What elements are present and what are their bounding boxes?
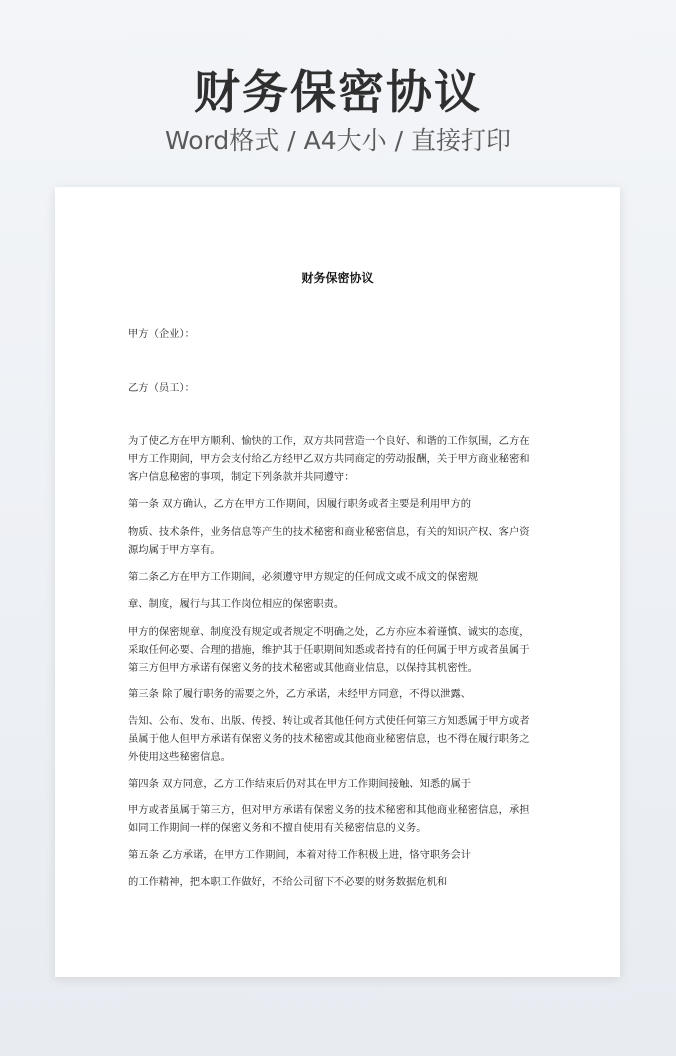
intro-paragraph [128, 432, 553, 486]
banner-title: 财务保密协议 [194, 65, 482, 119]
article-2-continuation: 章、制度，履行与其工作岗位相应的保密职责。 [128, 598, 345, 610]
article-line: 如同工作期间一样的保密义务和不擅自使用有关秘密信息的义务。 [128, 822, 427, 834]
article-5-continuation: 的工作精神，把本职工作做好，不给公司留下不必要的财务数据危机和 [128, 876, 448, 888]
article-1-body [128, 523, 553, 559]
article-line: 甲方的保密规章、制度没有规定或者规定不明确之处，乙方亦应本着谨慎、诚实的态度， [128, 626, 530, 638]
article-5-heading: 第五条 乙方承诺，在甲方工作期间，本着对待工作积极上进，恪守职务会计 [128, 849, 472, 861]
document-title: 财务保密协议 [301, 271, 374, 285]
party-a-label: 甲方（企业）： [128, 328, 195, 340]
intro-line: 客户信息秘密的事项，制定下列条款并共同遵守： [128, 471, 355, 483]
banner-subtitle: Word格式 / A4大小 / 直接打印 [165, 126, 511, 155]
article-line: 虽属于他人但甲方承诺有保密义务的技术秘密或其他商业秘密信息，也不得在履行职务之 [128, 733, 530, 745]
article-line: 外使用这些秘密信息。 [128, 751, 231, 763]
intro-line: 为了使乙方在甲方顺利、愉快的工作，双方共同营造一个良好、和谐的工作氛围，乙方在 [128, 435, 530, 447]
article-2-body [128, 623, 553, 677]
article-line: 采取任何必要、合理的措施，维护其于任职期间知悉或者持有的任何属于甲方或者虽属于 [128, 644, 530, 656]
article-1-heading: 第一条 双方确认，乙方在甲方工作期间，因履行职务或者主要是利用甲方的 [128, 498, 472, 510]
party-b-label: 乙方（员工）： [128, 382, 195, 394]
intro-line: 甲方工作期间，甲方会支付给乙方经甲乙双方共同商定的劳动报酬，关于甲方商业秘密和 [128, 453, 530, 465]
banner [0, 62, 676, 158]
article-line: 告知、公布、发布、出版、传授、转让或者其他任何方式使任何第三方知悉属于甲方或者 [128, 715, 530, 727]
article-3-body [128, 712, 553, 766]
article-line: 源均属于甲方享有。 [128, 544, 221, 556]
article-line: 第三方但甲方承诺有保密义务的技术秘密或其他商业信息，以保持其机密性。 [128, 662, 479, 674]
article-4-body [128, 801, 553, 837]
article-3-heading: 第三条 除了履行职务的需要之外，乙方承诺，未经甲方同意，不得以泄露、 [128, 688, 472, 700]
article-2-heading: 第二条乙方在甲方工作期间，必须遵守甲方规定的任何成文或不成文的保密规 [128, 571, 479, 583]
article-line: 物质、技术条件，业务信息等产生的技术秘密和商业秘密信息，有关的知识产权、客户资 [128, 526, 530, 538]
article-4-heading: 第四条 双方同意，乙方工作结束后仍对其在甲方工作期间接触、知悉的属于 [128, 778, 472, 790]
article-line: 甲方或者虽属于第三方，但对甲方承诺有保密义务的技术秘密和其他商业秘密信息，承担 [128, 804, 530, 816]
document-page [55, 187, 620, 977]
